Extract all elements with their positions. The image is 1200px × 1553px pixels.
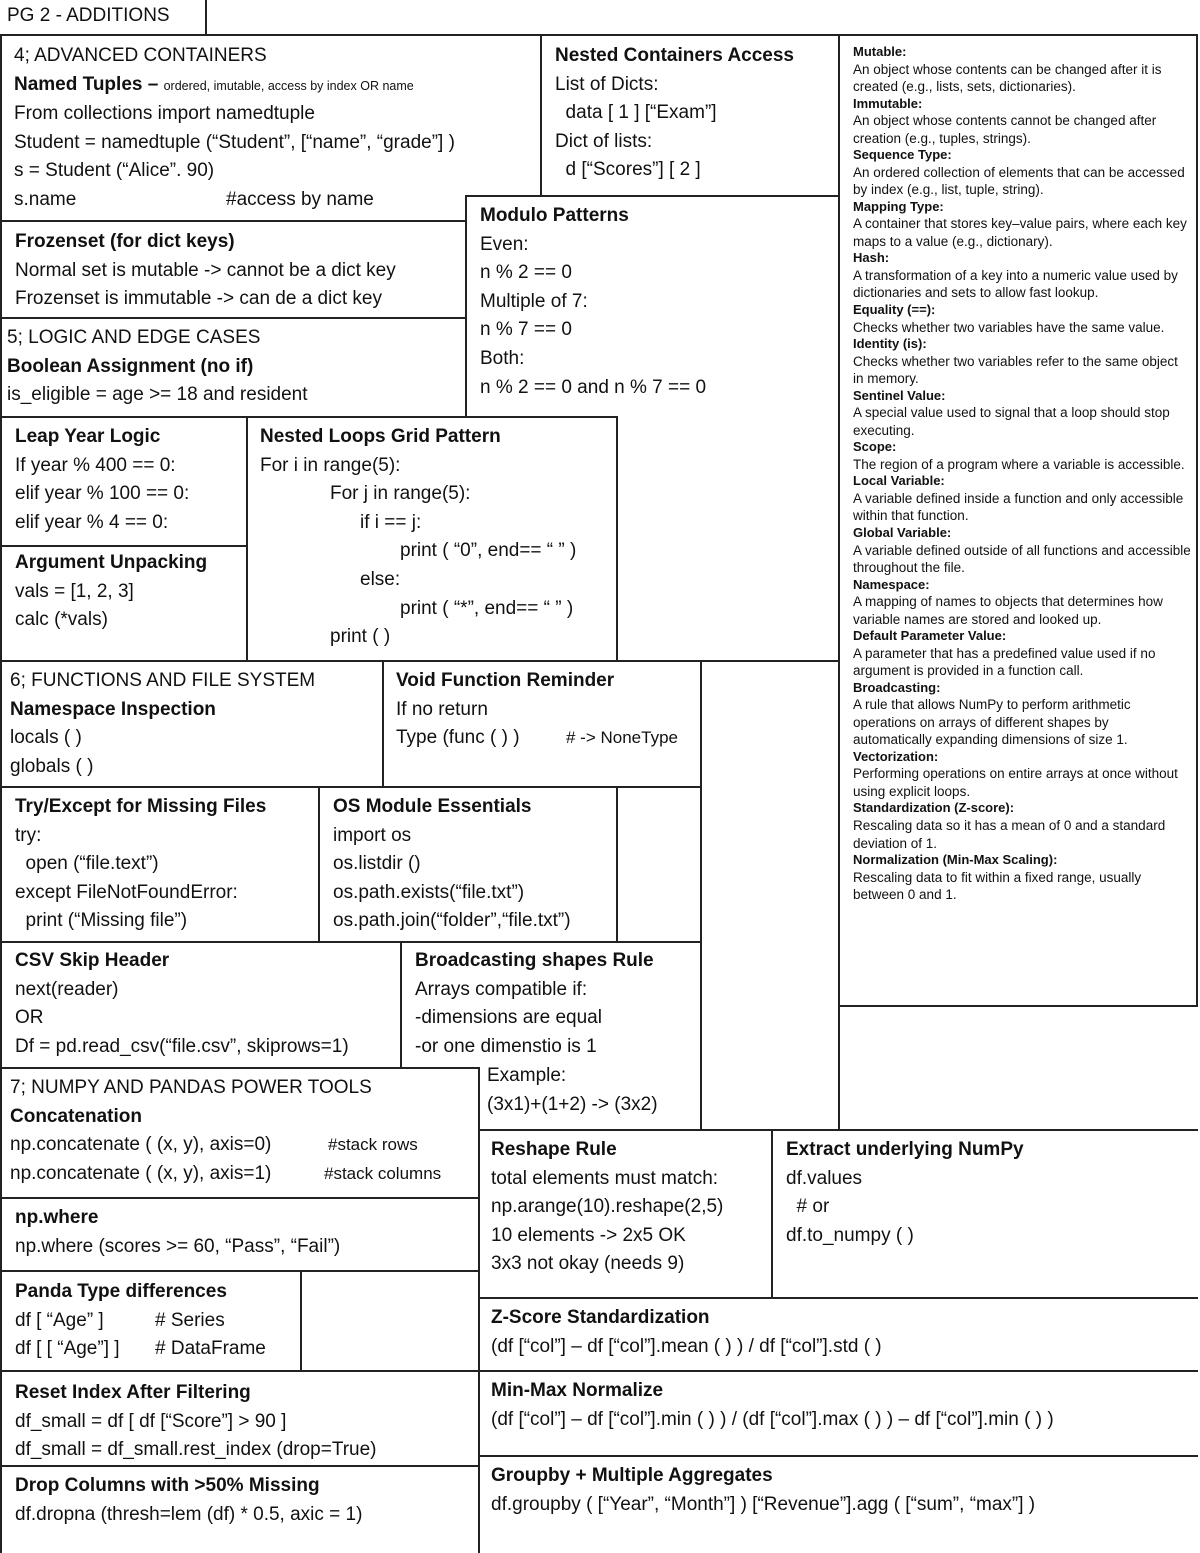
card-title: Void Function Reminder: [396, 670, 615, 691]
code-line: if i == j:: [360, 511, 422, 533]
glossary-term: Mapping Type:: [853, 198, 944, 214]
text-line: Example:: [487, 1065, 567, 1086]
card-try-except: [15, 793, 318, 936]
text-line: Both:: [480, 347, 525, 369]
section-title: 4; ADVANCED CONTAINERS: [14, 45, 267, 66]
named-tuples-title: Named Tuples –: [14, 73, 159, 95]
card-np-where: [15, 1204, 478, 1261]
code-line: os.listdir (): [333, 853, 421, 875]
glossary-term: Default Parameter Value:: [853, 628, 1007, 644]
code-line: elif year % 4 == 0:: [15, 511, 169, 533]
card-groupby: [491, 1462, 1196, 1519]
subsection-title: Namespace Inspection: [10, 698, 216, 720]
code-line: locals ( ): [10, 727, 82, 749]
code-line: globals ( ): [10, 755, 94, 777]
card-drop-columns: [15, 1472, 478, 1529]
card-title: Broadcasting shapes Rule: [415, 950, 654, 971]
code-line-with-comment: [10, 1131, 478, 1160]
text-line: 10 elements -> 2x5 OK: [491, 1224, 686, 1246]
code-line: print ( ): [330, 626, 391, 648]
code-line-with-comment: [10, 1160, 478, 1189]
subsection-title: Concatenation: [10, 1105, 142, 1127]
code: Type (func ( ) ): [396, 727, 520, 749]
card-title: Modulo Patterns: [480, 205, 629, 226]
glossary-term: Namespace:: [853, 576, 930, 592]
card-title: Z-Score Standardization: [491, 1307, 710, 1328]
code-line: df.dropna (thresh=lem (df) * 0.5, axic = 1): [15, 1503, 363, 1525]
card-panda-types: [15, 1278, 300, 1364]
code-line: (df [“col”] – df [“col”].mean ( ) ) / df [“col”].std ( ): [491, 1335, 882, 1357]
glossary-definition: An ordered collection of elements that can be accessed by index (e.g., list, tuple, string).: [853, 164, 1185, 198]
glossary-panel: [853, 44, 1191, 904]
code-line: Student = namedtuple (“Student”, [“name”, “grade”] ): [14, 131, 455, 153]
comment-line: # or: [786, 1196, 830, 1218]
code-line: n % 2 == 0 and n % 7 == 0: [480, 376, 707, 398]
text-line: Even:: [480, 233, 529, 255]
section-title: 5; LOGIC AND EDGE CASES: [7, 327, 261, 348]
glossary-definition: Rescaling data so it has a mean of 0 and a standard deviation of 1.: [853, 818, 1166, 851]
text-line: -or one dimenstio is 1: [415, 1035, 597, 1057]
section-title: 7; NUMPY AND PANDAS POWER TOOLS: [10, 1077, 372, 1098]
code: df [ “Age” ]: [15, 1309, 104, 1331]
text-line: List of Dicts:: [555, 73, 659, 95]
code-line: df_small = df [ df [“Score”] > 90 ]: [15, 1410, 287, 1432]
code-line: data [ 1 ] [“Exam”]: [555, 102, 717, 124]
code-line: df_small = df_small.rest_index (drop=True): [15, 1439, 377, 1461]
code-line: open (“file.text”): [15, 853, 159, 875]
code: np.concatenate ( (x, y), axis=1): [10, 1162, 272, 1184]
card-broadcasting-rule: [415, 947, 700, 1061]
glossary-term: Normalization (Min-Max Scaling):: [853, 852, 1058, 867]
code-line: calc (*vals): [15, 609, 108, 631]
text-line: Arrays compatible if:: [415, 978, 588, 1000]
card-title: Drop Columns with >50% Missing: [15, 1475, 320, 1496]
code-line: os.path.join(“folder”,“file.txt”): [333, 910, 571, 932]
code-line: df.to_numpy ( ): [786, 1224, 914, 1246]
code-line: np.arange(10).reshape(2,5): [491, 1196, 724, 1218]
section-logic-edge-cases: [7, 324, 465, 410]
glossary-term: Identity (is):: [853, 336, 927, 352]
card-os-module: [333, 793, 616, 936]
code-line: print ( “0”, end== “ ” ): [400, 540, 577, 562]
glossary-term: Equality (==):: [853, 301, 936, 317]
code-line: df.groupby ( [“Year”, “Month”] ) [“Revenue”].agg ( [“sum”, “max”] ): [491, 1493, 1036, 1515]
code-line: Df = pd.read_csv(“file.csv”, skiprows=1): [15, 1035, 349, 1057]
card-title: Try/Except for Missing Files: [15, 796, 267, 817]
card-min-max: [491, 1377, 1196, 1434]
comment: #stack columns: [324, 1163, 442, 1183]
code-line: except FileNotFoundError:: [15, 881, 238, 903]
card-title: Reshape Rule: [491, 1139, 617, 1160]
glossary-definition: An object whose contents can be changed after it is created (e.g., lists, sets, dictionaries).: [853, 61, 1162, 95]
code-line: n % 2 == 0: [480, 262, 572, 284]
code: df [ [ “Age”] ]: [15, 1338, 120, 1360]
glossary-term: Hash:: [853, 250, 890, 266]
card-reset-index: [15, 1379, 478, 1465]
page-label-text: PG 2 - ADDITIONS: [7, 5, 170, 26]
code-line: df.values: [786, 1167, 863, 1189]
code-line: import os: [333, 824, 412, 846]
card-z-score: [491, 1304, 1196, 1361]
code-line: print (“Missing file”): [15, 910, 188, 932]
card-title: Argument Unpacking: [15, 552, 208, 573]
glossary-definition: An object whose contents cannot be changed after creation (e.g., tuples, strings).: [853, 113, 1157, 146]
section-numpy-pandas: [10, 1074, 478, 1188]
code-line: print ( “*”, end== “ ” ): [400, 597, 574, 619]
card-title: Nested Containers Access: [555, 45, 795, 66]
glossary-term: Broadcasting:: [853, 679, 941, 695]
card-title: Min-Max Normalize: [491, 1380, 664, 1401]
glossary-definition: Performing operations on entire arrays at once without using explicit loops.: [853, 766, 1178, 799]
code-line: elif year % 100 == 0:: [15, 483, 190, 505]
glossary-definition: A mapping of names to objects that determines how variable names are stored and looked up.: [853, 594, 1163, 627]
code-line-with-comment: [15, 1307, 300, 1336]
comment: # -> NoneType: [566, 728, 678, 748]
code-line: From collections import namedtuple: [14, 103, 315, 125]
glossary-definition: A parameter that has a predefined value used if no argument is provided in a function call.: [853, 645, 1156, 679]
page-label: [7, 2, 203, 31]
glossary-term: Vectorization:: [853, 748, 939, 764]
glossary-definition: A rule that allows NumPy to perform arithmetic operations on arrays of different shapes by automatically expanding dimensions of size 1.: [853, 697, 1131, 748]
section-functions-file-system: [10, 667, 382, 781]
text-line: -dimensions are equal: [415, 1007, 602, 1029]
card-reshape-rule: [491, 1136, 771, 1279]
glossary-term: Local Variable:: [853, 473, 945, 489]
card-title: Reset Index After Filtering: [15, 1382, 251, 1403]
text-line: 3x3 not okay (needs 9): [491, 1253, 685, 1275]
named-tuples-heading: [14, 71, 538, 101]
glossary-definition: The region of a program where a variable is accessible.: [853, 456, 1185, 472]
glossary-term: Global Variable:: [853, 524, 952, 540]
code-line: d [“Scores”] [ 2 ]: [555, 159, 701, 181]
code-line: If year % 400 == 0:: [15, 454, 176, 476]
glossary-term: Sequence Type:: [853, 147, 952, 163]
code-line: s = Student (“Alice”. 90): [14, 160, 215, 182]
text-line: Normal set is mutable -> cannot be a dict key: [15, 259, 396, 281]
code-line: is_eligible = age >= 18 and resident: [7, 384, 308, 406]
card-void-function: [396, 667, 700, 753]
text-line: Multiple of 7:: [480, 290, 588, 312]
card-nested-containers-access: [555, 42, 837, 185]
glossary-definition: Checks whether two variables refer to the same object in memory.: [853, 353, 1178, 387]
code-line-with-comment: [396, 724, 700, 753]
card-title: Panda Type differences: [15, 1281, 227, 1302]
glossary-definition: A transformation of a key into a numeric value used by dictionaries and sets to allow fast lookup.: [853, 267, 1178, 301]
card-title: CSV Skip Header: [15, 950, 170, 971]
code-line: For i in range(5):: [260, 454, 401, 476]
card-title: Leap Year Logic: [15, 426, 161, 447]
glossary-definition: A variable defined outside of all functions and accessible throughout the file.: [853, 542, 1191, 576]
card-csv-skip-header: [15, 947, 400, 1061]
code-line: (3x1)+(1+2) -> (3x2): [487, 1093, 658, 1115]
code-line: np.where (scores >= 60, “Pass”, “Fail”): [15, 1235, 341, 1257]
code-line-with-comment: [14, 186, 538, 215]
glossary-term: Standardization (Z-score):: [853, 800, 1015, 816]
comment: #access by name: [226, 188, 374, 210]
code-line-with-comment: [15, 1335, 300, 1364]
card-title: Extract underlying NumPy: [786, 1139, 1024, 1160]
code-line: next(reader): [15, 978, 119, 1000]
section-title: 6; FUNCTIONS AND FILE SYSTEM: [10, 670, 316, 691]
glossary-list: [853, 44, 1191, 904]
code-line: try:: [15, 824, 42, 846]
glossary-definition: A container that stores key–value pairs, where each key maps to a value (e.g., dictionary).: [853, 216, 1187, 249]
code-line: n % 7 == 0: [480, 319, 572, 341]
code-line: os.path.exists(“file.txt”): [333, 881, 525, 903]
glossary-term: Immutable:: [853, 95, 923, 111]
card-extract-numpy: [786, 1136, 1196, 1250]
text-line: Dict of lists:: [555, 130, 653, 152]
card-nested-loops: [260, 423, 616, 652]
text-line: OR: [15, 1007, 44, 1029]
text-line: Frozenset is immutable -> can de a dict key: [15, 288, 382, 310]
card-title: Groupby + Multiple Aggregates: [491, 1465, 773, 1486]
glossary-definition: Rescaling data to fit within a fixed range, usually between 0 and 1.: [853, 869, 1142, 903]
text-line: total elements must match:: [491, 1167, 719, 1189]
card-title: OS Module Essentials: [333, 796, 532, 817]
code-line: (df [“col”] – df [“col”].min ( ) ) / (df [“col”].max ( ) ) – df [“col”].min ( ) ): [491, 1408, 1054, 1430]
glossary-term: Sentinel Value:: [853, 387, 946, 403]
card-title: Frozenset (for dict keys): [15, 231, 235, 252]
broadcasting-example: [487, 1062, 699, 1119]
text-line: If no return: [396, 698, 488, 720]
comment: # Series: [155, 1309, 225, 1331]
subsection-title: Boolean Assignment (no if): [7, 355, 254, 377]
code: np.concatenate ( (x, y), axis=0): [10, 1134, 272, 1156]
card-frozenset: [15, 228, 465, 314]
glossary-term: Scope:: [853, 439, 897, 455]
card-argument-unpacking: [15, 549, 246, 635]
code-line: else:: [360, 568, 401, 590]
card-leap-year-logic: [15, 423, 246, 537]
section-advanced-containers: [14, 42, 538, 215]
card-title: np.where: [15, 1207, 99, 1228]
code-line: vals = [1, 2, 3]: [15, 580, 134, 602]
code: s.name: [14, 188, 77, 210]
named-tuples-note: ordered, imutable, access by index OR name: [163, 78, 414, 93]
code-line: For j in range(5):: [330, 483, 471, 505]
comment: # DataFrame: [155, 1338, 266, 1360]
glossary-definition: A special value used to signal that a loop should stop executing.: [853, 405, 1170, 438]
card-modulo-patterns: [480, 202, 836, 402]
glossary-definition: Checks whether two variables have the same value.: [853, 319, 1165, 335]
glossary-term: Mutable:: [853, 44, 907, 59]
comment: #stack rows: [328, 1135, 418, 1155]
glossary-definition: A variable defined inside a function and only accessible within that function.: [853, 490, 1184, 524]
card-title: Nested Loops Grid Pattern: [260, 426, 501, 447]
